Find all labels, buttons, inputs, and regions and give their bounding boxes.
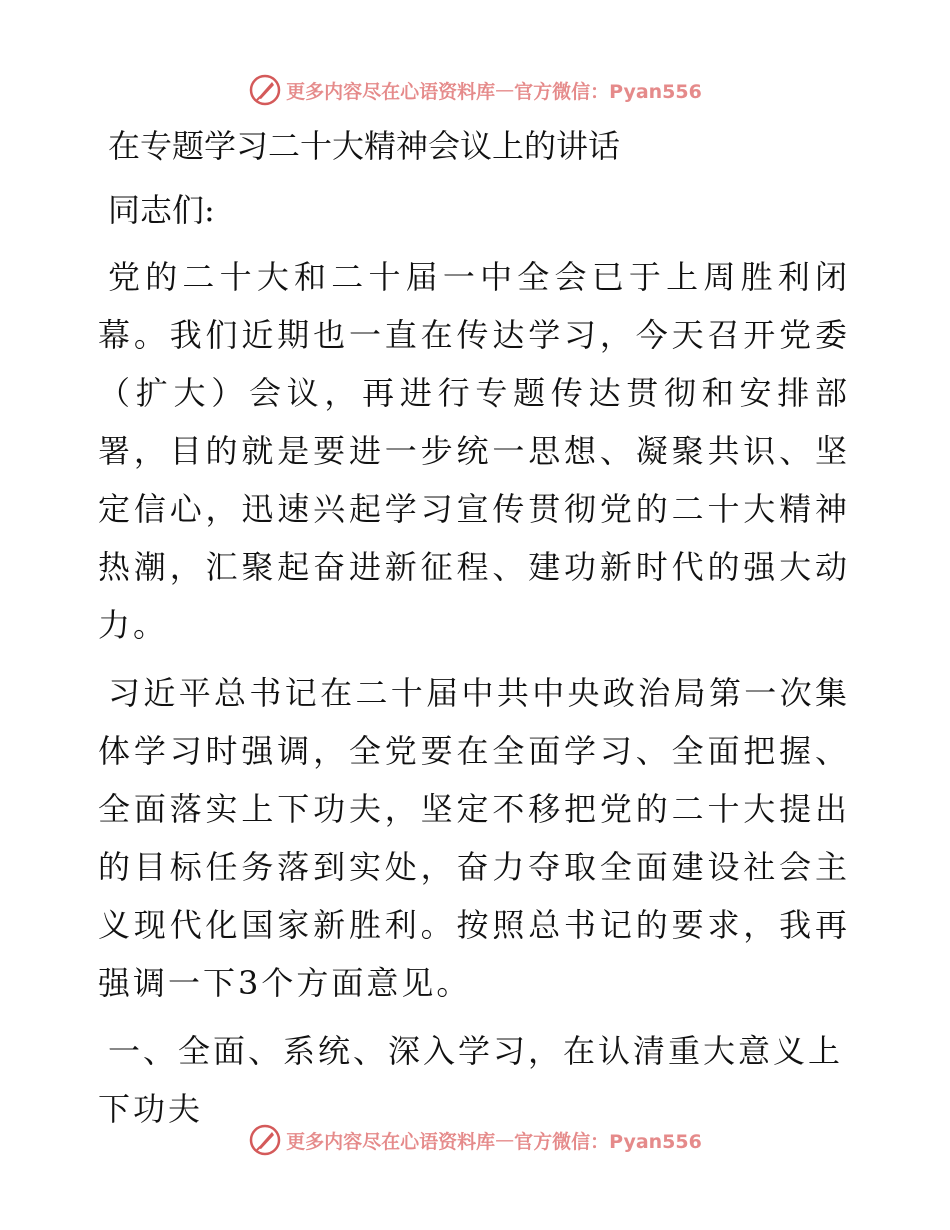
paragraph-1: 党的二十大和二十届一中全会已于上周胜利闭幕。我们近期也一直在传达学习，今天召开党委（扩大）会议，再进行专题传达贯彻和安排部署，目的就是要进一步统一思想、凝聚共识、坚定信心，迅速兴起学习宣传贯彻党的二十大精神热潮，汇聚起奋进新征程、建功新时代的强大动力。 — [98, 258, 850, 644]
header-watermark — [0, 70, 950, 110]
section-heading: 一、全面、系统、深入学习，在认清重大意义上下功夫 — [98, 1032, 844, 1128]
watermark-text: 更多内容尽在心语资料库 — [286, 80, 496, 103]
quill-pen-logo-icon — [248, 1123, 282, 1157]
salutation: 同志们: — [108, 191, 215, 229]
watermark-separator: — — [495, 79, 515, 101]
paragraph-2: 习近平总书记在二十届中共中央政治局第一次集体学习时强调，全党要在全面学习、全面把握、全面落实上下功夫，坚定不移把党的二十大提出的目标任务落到实处，奋力夺取全面建设社会主义现代化国家新胜利。按照总书记的要求，我再强调一下3个方面意见。 — [98, 674, 850, 1002]
quill-pen-logo-icon — [248, 73, 282, 107]
document-title: 在专题学习二十大精神会议上的讲话 — [108, 127, 621, 165]
document-body — [98, 118, 850, 1138]
watermark-text: 更多内容尽在心语资料库 — [286, 1130, 496, 1153]
watermark-wechat: 官方微信：Pyan556 — [514, 80, 702, 103]
watermark-wechat: 官方微信：Pyan556 — [514, 1130, 702, 1153]
footer-watermark — [0, 1120, 950, 1160]
watermark-separator: — — [495, 1129, 515, 1151]
